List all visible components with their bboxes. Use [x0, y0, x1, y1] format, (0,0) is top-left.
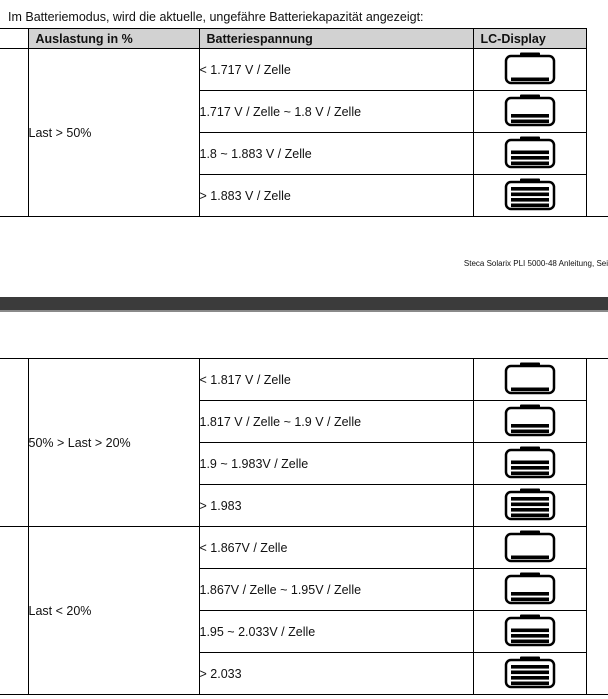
lcd-cell — [473, 401, 586, 443]
battery-level-bar — [511, 472, 549, 476]
battery-level-bar — [511, 497, 549, 501]
battery-level-bar — [511, 198, 549, 202]
battery-level-bar — [511, 676, 549, 680]
voltage-cell: 1.867V / Zelle ~ 1.95V / Zelle — [199, 569, 473, 611]
voltage-cell: 1.717 V / Zelle ~ 1.8 V / Zelle — [199, 91, 473, 133]
battery-level-bar — [511, 430, 549, 434]
header-load: Auslastung in % — [28, 29, 199, 49]
lcd-cell — [473, 175, 586, 217]
edge-cell — [586, 29, 608, 49]
table-row — [0, 527, 608, 569]
battery-level-bar — [511, 114, 549, 118]
voltage-cell: 1.817 V / Zelle ~ 1.9 V / Zelle — [199, 401, 473, 443]
battery-level-bar — [511, 503, 549, 507]
voltage-cell: > 2.033 — [199, 653, 473, 695]
load-cell: Last > 50% — [28, 49, 199, 217]
voltage-cell: < 1.817 V / Zelle — [199, 359, 473, 401]
battery-level-bar — [511, 156, 549, 160]
voltage-cell: 1.95 ~ 2.033V / Zelle — [199, 611, 473, 653]
battery-level-bar — [511, 151, 549, 155]
battery-level-bar — [511, 634, 549, 638]
lcd-cell — [473, 443, 586, 485]
edge-cell — [0, 359, 28, 527]
battery-icon — [502, 361, 558, 398]
battery-icon — [502, 177, 558, 214]
lcd-cell — [473, 653, 586, 695]
page-footer: Steca Solarix PLI 5000-48 Anleitung, Sei — [463, 259, 608, 268]
voltage-cell: < 1.867V / Zelle — [199, 527, 473, 569]
lcd-cell — [473, 569, 586, 611]
voltage-cell: 1.8 ~ 1.883 V / Zelle — [199, 133, 473, 175]
edge-cell — [0, 527, 28, 695]
voltage-cell: > 1.983 — [199, 485, 473, 527]
battery-level-bar — [511, 466, 549, 470]
battery-level-bar — [511, 388, 549, 392]
lcd-cell — [473, 91, 586, 133]
battery-icon — [502, 403, 558, 440]
battery-level-bar — [511, 193, 549, 197]
table-row — [0, 49, 608, 91]
battery-level-bar — [511, 120, 549, 124]
battery-icon — [502, 135, 558, 172]
battery-level-bar — [511, 556, 549, 560]
voltage-cell: < 1.717 V / Zelle — [199, 49, 473, 91]
edge-cell — [0, 29, 28, 49]
edge-cell — [586, 49, 608, 217]
battery-icon — [502, 655, 558, 692]
battery-icon — [502, 51, 558, 88]
page-separator-shadow — [0, 310, 608, 312]
table-row — [0, 359, 608, 401]
battery-level-bar — [511, 424, 549, 428]
battery-level-bar — [511, 682, 549, 686]
battery-level-bar — [511, 508, 549, 512]
battery-icon — [502, 445, 558, 482]
battery-level-bar — [511, 204, 549, 208]
lcd-cell — [473, 611, 586, 653]
battery-level-bar — [511, 598, 549, 602]
battery-icon — [502, 571, 558, 608]
battery-icon — [502, 93, 558, 130]
header-lcd: LC-Display — [473, 29, 586, 49]
table-header-row — [0, 29, 608, 49]
voltage-cell: > 1.883 V / Zelle — [199, 175, 473, 217]
edge-cell — [586, 359, 608, 695]
lcd-cell — [473, 359, 586, 401]
battery-icon — [502, 529, 558, 566]
battery-level-bar — [511, 665, 549, 669]
battery-table-page2 — [0, 358, 608, 695]
battery-level-bar — [511, 78, 549, 82]
voltage-cell: 1.9 ~ 1.983V / Zelle — [199, 443, 473, 485]
page-separator — [0, 297, 608, 310]
battery-table-page1 — [0, 28, 608, 217]
lcd-cell — [473, 49, 586, 91]
edge-cell — [0, 49, 28, 217]
battery-level-bar — [511, 671, 549, 675]
load-cell: 50% > Last > 20% — [28, 359, 199, 527]
lcd-cell — [473, 133, 586, 175]
load-cell: Last < 20% — [28, 527, 199, 695]
battery-level-bar — [511, 629, 549, 633]
header-voltage: Batteriespannung — [199, 29, 473, 49]
battery-icon — [502, 487, 558, 524]
battery-level-bar — [511, 640, 549, 644]
battery-icon — [502, 613, 558, 650]
battery-level-bar — [511, 514, 549, 518]
battery-level-bar — [511, 592, 549, 596]
intro-text: Im Batteriemodus, wird die aktuelle, ungefähre Batteriekapazität angezeigt: — [8, 10, 424, 24]
battery-level-bar — [511, 461, 549, 465]
battery-level-bar — [511, 162, 549, 166]
lcd-cell — [473, 485, 586, 527]
lcd-cell — [473, 527, 586, 569]
battery-level-bar — [511, 187, 549, 191]
